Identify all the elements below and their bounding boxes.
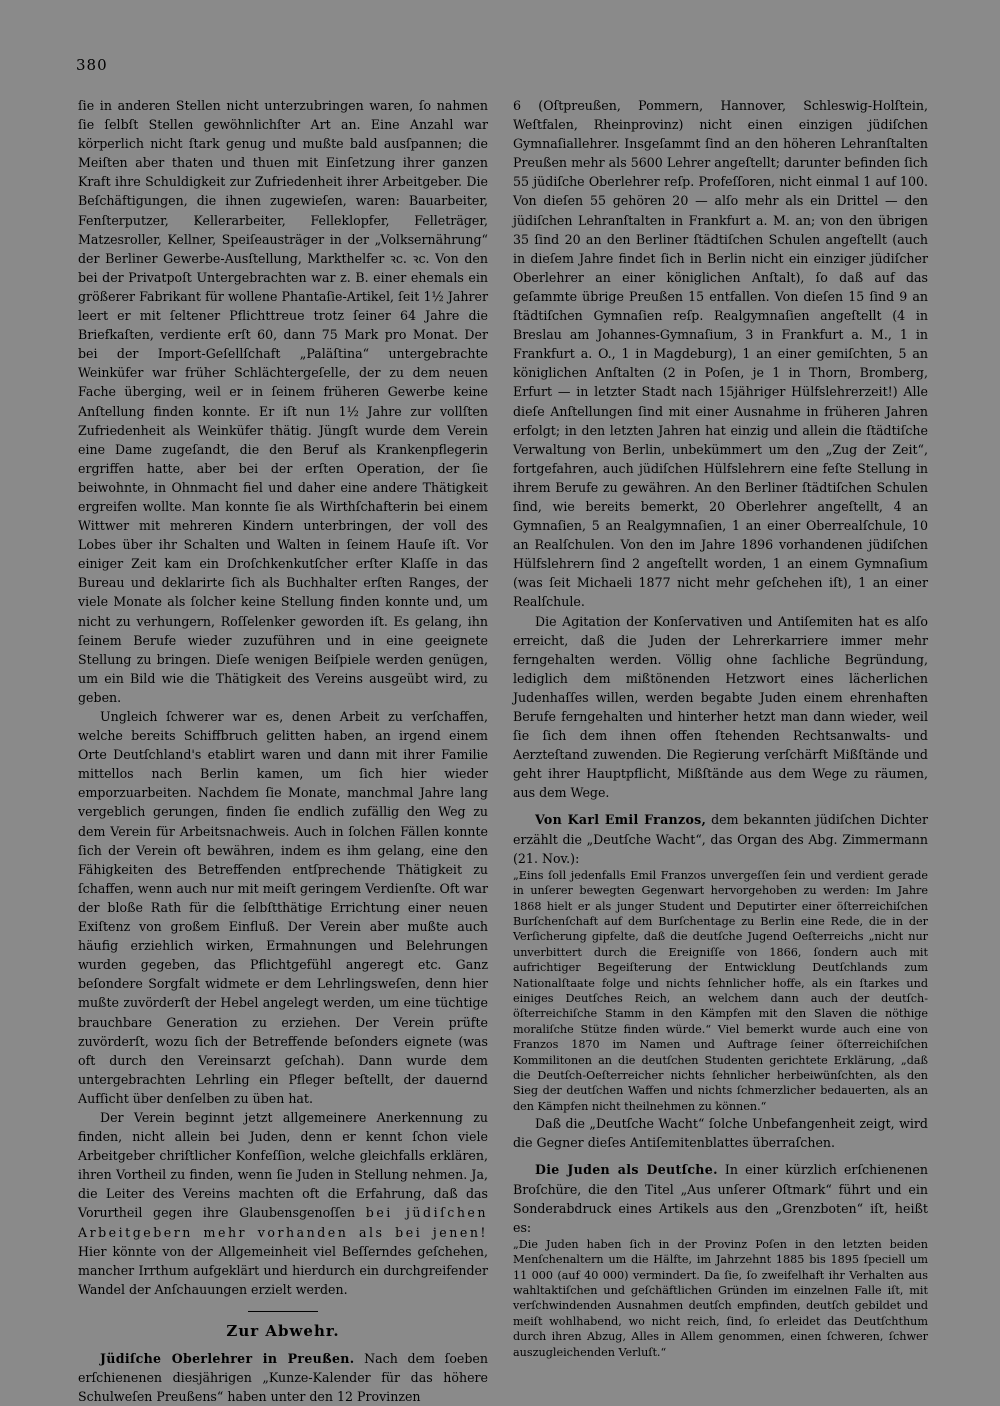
paragraph-3 [78, 1108, 488, 1299]
juden-quote: „Die Juden haben ſich in der Provinz Poſen in den letzten beiden Menſchenaltern um die Hälfte, im Jahrzehnt 1885 bis 1895 ſpeciell um 11 000 (auf 40 000) vermindert. Da ſie, ſo zweifelhaft ihr Verhalten aus wahltaktiſchen und geſchäftlichen Gründen im einzelnen Falle iſt, mit verſchwindenden Ausnahmen deutſch empfinden, deutſch gebildet und meiſt wohlhabend, wo nicht reich, ſind, ſo erleidet das Deutſchthum durch ihren Abzug, Alles in Allem genommen, einen ſchweren, ſchwer auszugleichenden Verluſt.“ [513, 1237, 928, 1359]
juden-paragraph [513, 1160, 928, 1236]
juden-heading: Die Juden als Deutſche. [535, 1162, 718, 1178]
oberlehrer-continuation: 6 (Oſtpreußen, Pommern, Hannover, Schleswig-Holſtein, Weſtfalen, Rheinprovinz) nicht einen einzigen jüdiſchen Gymnaſiallehrer. Insgeſammt ſind an den höheren Lehranſtalten Preußen mehr als 5600 Lehrer angeſtellt; darunter befinden ſich 55 jüdiſche Oberlehrer reſp. Profeſſoren, nicht einmal 1 auf 100. Von dieſen 55 gehören 20 — alſo mehr als ein Drittel — den jüdiſchen Lehranſtalten in Frankfurt a. M. an; von den übrigen 35 ſind 20 an den Berliner ſtädtiſchen Schulen angeſtellt (auch in dieſem Jahre findet ſich in Berlin nicht ein einziger jüdiſcher Oberlehrer an einer königlichen Anſtalt), ſo daß auf das geſammte übrige Preußen 15 entfallen. Von dieſen 15 ſind 9 an ſtädtiſchen Gymnaſien reſp. Realgymnaſien angeſtellt (4 in Breslau am Johannes-Gymnaſium, 3 in Frankfurt a. M., 1 in Frankfurt a. O., 1 in Magdeburg), 1 an einer gemiſchten, 5 an königlichen Anſtalten (2 in Poſen, je 1 in Thorn, Bromberg, Erfurt — in letzter Stadt nach 15jähriger Hülfslehrerzeit!) Alle dieſe Anſtellungen ſind mit einer Ausnahme in früheren Jahren erfolgt; in den letzten Jahren hat einzig und allein die ſtädtiſche Verwaltung von Berlin, unbekümmert um den „Zug der Zeit“, fortgefahren, auch jüdiſchen Hülfslehrern eine feſte Stellung in ihrem Berufe zu gewähren. An den Berliner ſtädtiſchen Schulen ſind, wie bereits bemerkt, 20 Oberlehrer angeſtellt, 4 an Gymnaſien, 5 an Realgymnaſien, 1 an einer Oberrealſchule, 10 an Realſchulen. Von den im Jahre 1896 vorhandenen jüdiſchen Hülfslehrern ſind 2 angeſtellt worden, 1 an einem Gymnaſium (was ſeit Michaeli 1877 nicht mehr geſchehen iſt), 1 an einer Realſchule. [513, 98, 928, 610]
franzos-quote: „Eins ſoll jedenfalls Emil Franzos unvergeſſen ſein und verdient gerade in unſerer bewegten Gegenwart hervorgehoben zu werden: Im Jahre 1868 hielt er als junger Student und Deputirter einer öſterreichiſchen Burſchenſchaft auf dem Burſchentage zu Berlin eine Rede, die in der Verſicherung gipfelte, daß die deutſche Jugend Oeſterreichs „nicht nur unverbittert durch die Ereigniſſe von 1866, ſondern auch mit aufrichtiger Begeiſterung der Entwicklung Deutſchlands zum Nationalſtaate folge und nichts ſehnlicher hoffe, als ein ſtarkes und einiges Deutſches Reich, an welchem dann auch der deutſch-öſterreichiſche Stamm in den Kämpfen mit den Slaven die nöthige moraliſche Stütze finden würde.“ Viel bemerkt wurde auch eine von Franzos 1870 im Namen und Auftrage ſeiner öſterreichiſchen Kommilitonen an die deutſchen Studenten gerichtete Erklärung, „daß die Deutſch-Oeſterreicher nichts ſehnlicher herbeiwünſchten, als den Sieg der deutſchen Waffen und nichts ſchmerzlicher bedauerten, als an den Kämpfen nicht theilnehmen zu können.“ [513, 868, 928, 1113]
franzos-paragraph [513, 810, 928, 867]
oberlehrer-heading: Jüdiſche Oberlehrer in Preußen. [100, 1351, 355, 1366]
paragraph-3-spaced: bei jüdiſchen Arbeitgebern mehr vorhanden als bei jenen! [78, 1205, 488, 1240]
page-number: 380 [76, 56, 108, 74]
section-title: Zur Abwehr. [226, 1321, 340, 1340]
franzos-intro: dem bekannten jüdiſchen Dichter erzählt die „Deutſche Wacht“, das Organ des Abg. Zimmermann (21. Nov.): [513, 812, 928, 866]
left-column [78, 96, 488, 1406]
paragraph-3-end: Hier könnte von der Allgemeinheit viel Beſſerndes geſchehen, mancher Irrthum aufgeklärt und hierdurch ein durchgreifender Wandel der Anſchauungen erzielt werden. [78, 1243, 488, 1297]
oberlehrer-text: Nach dem ſoeben erſchienenen diesjährigen „Kunze-Kalender für das höhere Schulweſen Preußens“ haben unter den 12 Provinzen [78, 1351, 488, 1405]
paragraph-3-text: Der Verein beginnt jetzt allgemeinere Anerkennung zu finden, nicht allein bei Juden, denn er kennt ſchon viele Arbeitgeber chriſtlicher Konfeſſion, welche gleichfalls erklären, ihren Vortheil zu finden, wenn ſie Juden in Stellung nehmen. Ja, die Leiter des Vereins machten oft die Erfahrung, daß das Vorurtheil gegen ihre Glaubensgenoſſen [78, 1109, 488, 1221]
section-divider [248, 1311, 318, 1312]
paragraph-1: ſie in anderen Stellen nicht unterzubringen waren, ſo nahmen ſie ſelbſt Stellen gewöhnlichſter Art an. Eine Anzahl war körperlich nicht ſtark genug und mußte bald ausſpannen; die Meiſten aber thaten und thuen mit Einſetzung ihrer ganzen Kraft ihre Schuldigkeit zur Zufriedenheit ihrer Arbeitgeber. Die Beſchäftigungen, die ihnen zugewieſen, waren: Bauarbeiter, Fenſterputzer, Kellerarbeiter, Felleklopfer, Felleträger, Matzesroller, Kellner, Speiſeausträger in der „Volksernährung“ der Berliner Gewerbe-Ausſtellung, Markthelfer ꝛc. ꝛc. Von den bei der Privatpoſt Untergebrachten war z. B. einer ehemals ein größerer Fabrikant für wollene Phantaſie-Artikel, ſeit 1½ Jahrer leert er mit ſeltener Pflichttreue trotz ſeiner 64 Jahre die Briefkaſten, verdiente erſt 60, dann 75 Mark pro Monat. Der bei der Import-Geſellſchaft „Paläſtina“ untergebrachte Weinküfer war früher Schlächtergeſelle, der zu dem neuen Fache überging, weil er in ſeinem früheren Gewerbe keine Anſtellung finden konnte. Er iſt nun 1½ Jahre zur vollſten Zufriedenheit als Weinküfer thätig. Jüngſt wurde dem Verein eine Dame zugeſandt, die den Beruf als Krankenpflegerin ergriffen hatte, aber bei der erſten Operation, der ſie beiwohnte, in Ohnmacht fiel und daher eine andere Thätigkeit ergreifen wollte. Man konnte ſie als Wirthſchafterin bei einem Wittwer mit mehreren Kindern unterbringen, der voll des Lobes über ihr Schalten und Walten in ſeinem Hauſe iſt. Vor einiger Zeit kam ein Droſchkenkutſcher erſter Klaſſe in das Bureau und deklarirte ſich als Buchhalter erſten Ranges, der viele Monate als ſolcher keine Stellung finden konnte und, um nicht zu verhungern, Roſſelenker geworden iſt. Es gelang, ihn ſeinem Berufe wieder zuzuführen und in eine geeignete Stellung zu bringen. Dieſe wenigen Beiſpiele werden genügen, um ein Bild wie die Thätigkeit des Vereins ausgeübt wird, zu geben. [78, 98, 488, 705]
franzos-heading: Von Karl Emil Franzos, [535, 812, 707, 828]
franzos-after: Daß die „Deutſche Wacht“ ſolche Unbefangenheit zeigt, wird die Gegner dieſes Antiſemitenblattes überraſchen. [513, 1116, 928, 1151]
paragraph-2: Ungleich ſchwerer war es, denen Arbeit zu verſchaffen, welche bereits Schiffbruch gelitten haben, an irgend einem Orte Deutſchland's etablirt waren und dann mit ihrer Familie mittellos nach Berlin kamen, um ſich hier wieder emporzuarbeiten. Nachdem ſie Monate, manchmal Jahre lang vergeblich gerungen, finden ſie endlich zufällig den Weg zu dem Verein für Arbeitsnachweis. Auch in ſolchen Fällen konnte ſich der Verein oft bewähren, indem es ihm gelang, eine den Fähigkeiten des Betreffenden entſprechende Thätigkeit zu ſchaffen, wenn auch nur mit meiſt geringem Verdienſte. Oft war der bloße Rath für die ſelbſtthätige Errichtung einer neuen Exiſtenz von großem Einfluß. Der Verein aber mußte auch häufig erziehlich wirken, Ermahnungen und Belehrungen wurden gegeben, das Pflichtgefühl angeregt etc. Ganz beſondere Sorgfalt widmete er dem Lehrlingsweſen, denn hier mußte zuvörderſt der Hebel angelegt werden, um eine tüchtige brauchbare Generation zu erziehen. Der Verein prüfte zuvörderſt, wozu ſich der Betreffende beſonders eignete (was oft durch den Vereinsarzt geſchah). Dann wurde dem untergebrachten Lehrling ein Pfleger beſtellt, der dauernd Aufſicht über denſelben zu üben hat. [78, 709, 488, 1106]
juden-intro: In einer kürzlich erſchienenen Broſchüre, die den Titel „Aus unſerer Oſtmark“ führt und ein Sonderabdruck eines Artikels aus den „Grenzboten“ iſt, heißt es: [513, 1162, 928, 1235]
right-column [513, 96, 928, 1360]
oberlehrer-paragraph [78, 1349, 488, 1406]
agitation-paragraph: Die Agitation der Konſervativen und Antiſemiten hat es alſo erreicht, daß die Juden der Lehrerkarriere immer mehr ferngehalten werden. Völlig ohne ſachliche Begründung, lediglich dem mißtönenden Hetzwort eines lächerlichen Judenhaſſes willen, werden begabte Juden einem ehrenhaften Berufe ferngehalten und hinterher hetzt man dann wieder, weil ſie ſich dem ihnen offen ſtehenden Rechtsanwalts- und Aerzteſtand zuwenden. Die Regierung verſchärft Mißſtände und geht ihrer Hauptpflicht, Mißſtände aus dem Wege zu räumen, aus dem Wege. [513, 613, 928, 801]
